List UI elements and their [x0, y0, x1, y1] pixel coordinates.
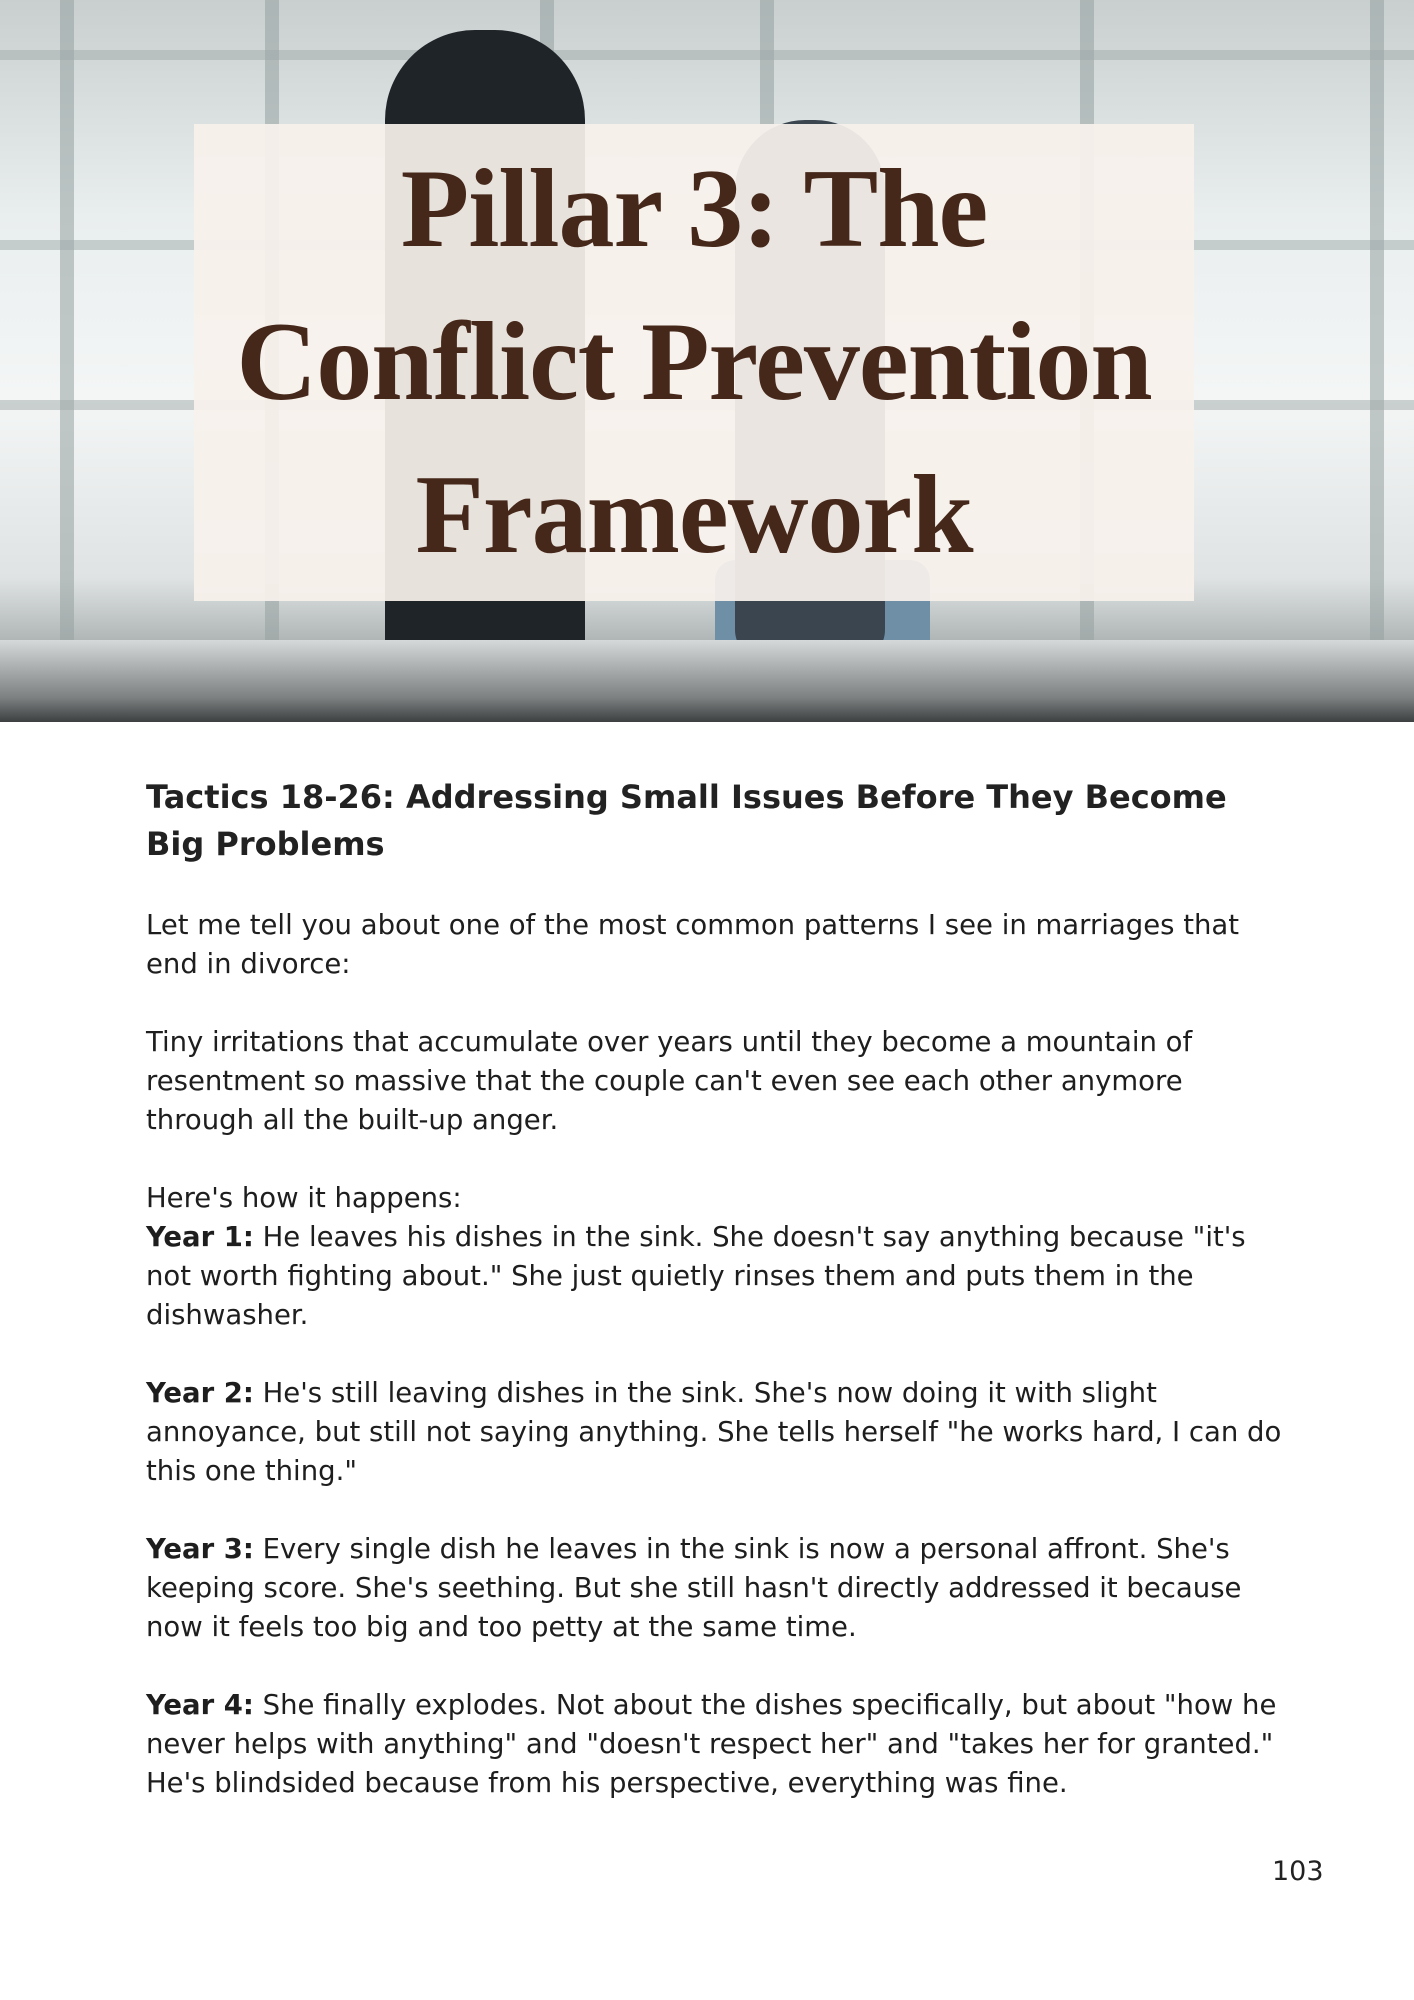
body-content — [146, 774, 1296, 1842]
year-text: She finally explodes. Not about the dishes specifically, but about "how he never helps with anything" and "doesn't respect her" and "takes her for granted." He's blindsided because from his perspective, everything was fine. — [146, 1689, 1277, 1799]
section-heading: Tactics 18-26: Addressing Small Issues Before They Become Big Problems — [146, 778, 1227, 863]
title-box — [194, 124, 1194, 601]
year-2-paragraph — [146, 1374, 1296, 1491]
page-number: 103 — [1272, 1856, 1324, 1887]
year-label: Year 3: — [146, 1533, 254, 1565]
paragraph-tiny-irritations: Tiny irritations that accumulate over years until they become a mountain of resentment so massive that the couple can't even see each other anymore through all the built-up anger. — [146, 1026, 1193, 1136]
year-4-paragraph — [146, 1686, 1296, 1803]
year-3-paragraph — [146, 1530, 1296, 1647]
window-frame — [0, 50, 1414, 60]
year-1-paragraph — [146, 1218, 1296, 1335]
year-text: He's still leaving dishes in the sink. She's now doing it with slight annoyance, but still not saying anything. She tells herself "he works hard, I can do this one thing." — [146, 1377, 1282, 1487]
year-label: Year 2: — [146, 1377, 254, 1409]
paragraph-intro: Let me tell you about one of the most common patterns I see in marriages that end in divorce: — [146, 909, 1240, 980]
year-label: Year 4: — [146, 1689, 254, 1721]
paragraph-how: Here's how it happens: — [146, 1182, 462, 1214]
window-frame — [60, 0, 74, 650]
window-sill — [0, 640, 1414, 722]
page-title: Pillar 3: The Conflict Prevention Framework — [236, 147, 1152, 577]
year-text: He leaves his dishes in the sink. She doesn't say anything because "it's not worth fighting about." She just quietly rinses them and puts them in the dishwasher. — [146, 1221, 1246, 1331]
year-text: Every single dish he leaves in the sink is now a personal affront. She's keeping score. She's seething. But she still hasn't directly addressed it because now it feels too big and too petty at the same time. — [146, 1533, 1242, 1643]
window-frame — [1370, 0, 1384, 650]
year-label: Year 1: — [146, 1221, 254, 1253]
